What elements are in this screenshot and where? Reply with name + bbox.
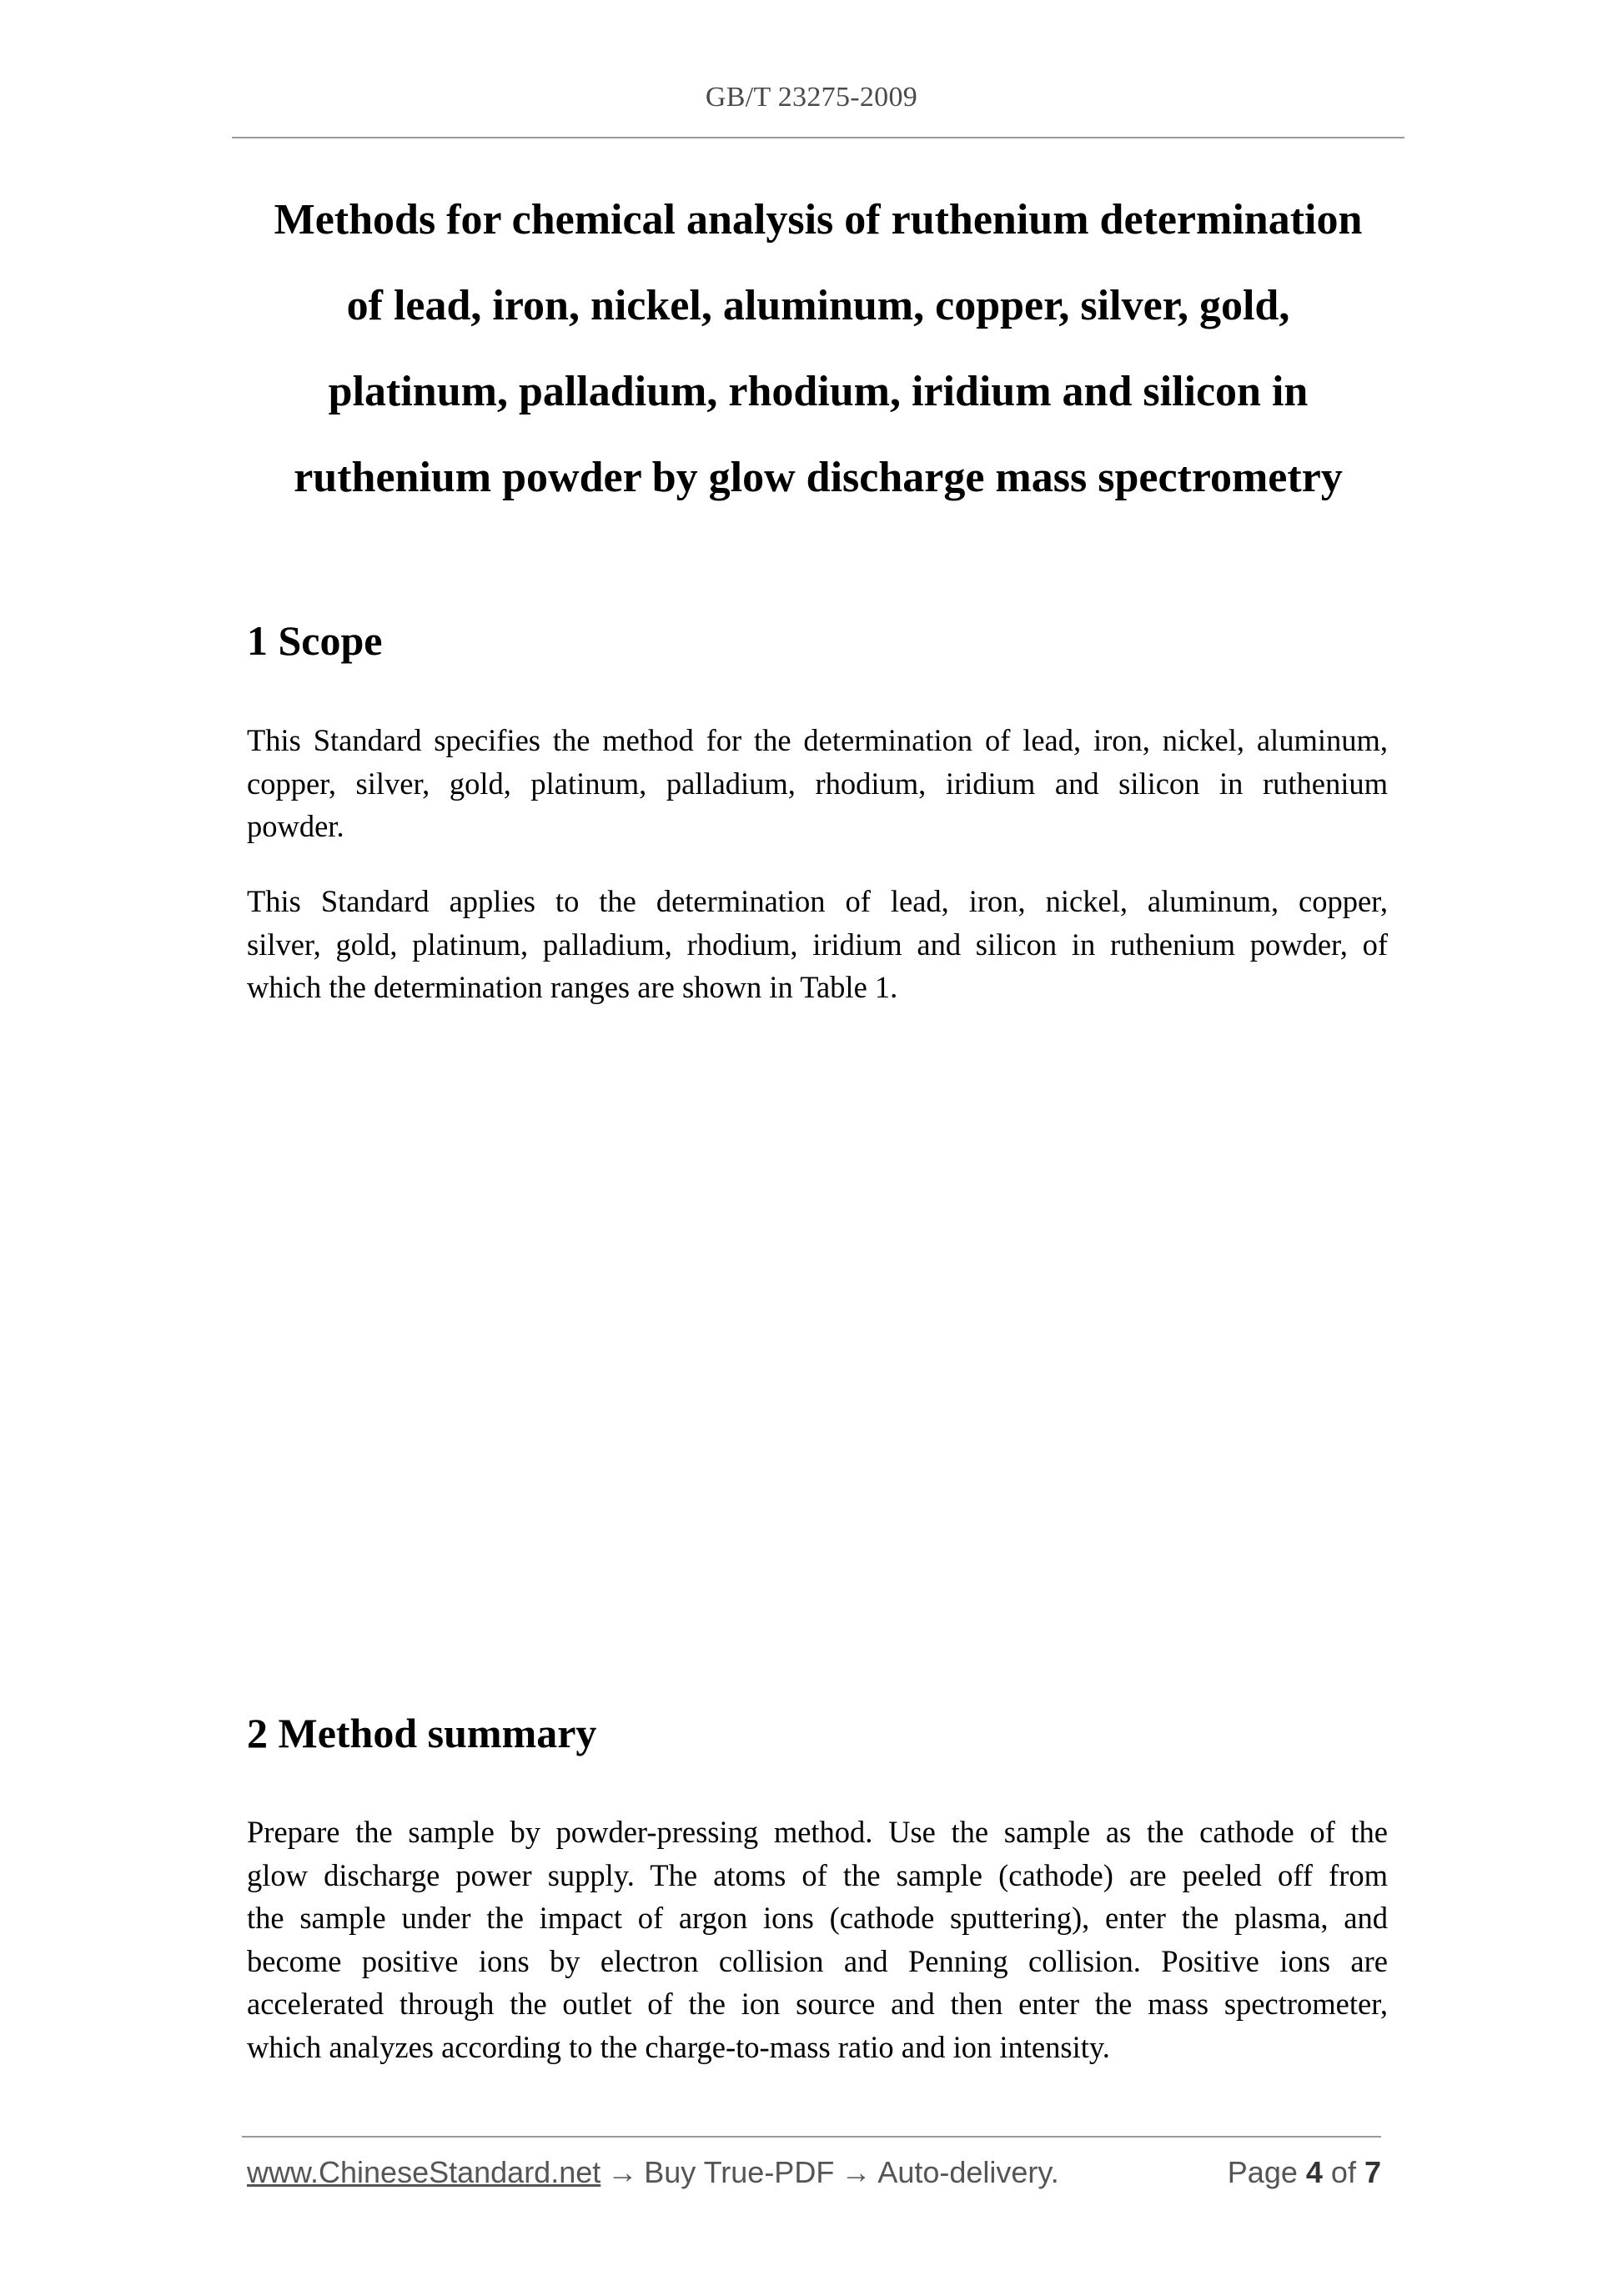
section-heading-method-summary: 2 Method summary (247, 1710, 597, 1756)
arrow-right-icon: → (607, 2155, 638, 2189)
text-line: the sample under the impact of argon ions (cathode sputtering), enter the plasma, and (247, 1901, 1388, 1935)
text-line: which analyzes according to the charge-to-mass ratio and ion intensity. (247, 2029, 1110, 2064)
scope-paragraph-2 (247, 880, 1388, 1009)
header-divider (232, 137, 1404, 138)
text-line: become positive ions by electron collision and Penning collision. Positive ions are (247, 1943, 1388, 1978)
text-line: This Standard specifies the method for the determination of lead, iron, nickel, aluminum, (247, 723, 1388, 757)
page-label: Page (1227, 2155, 1298, 2189)
arrow-right-icon: → (841, 2155, 872, 2189)
page-current: 4 (1305, 2155, 1323, 2189)
text-line: This Standard applies to the determination of lead, iron, nickel, aluminum, copper, (247, 884, 1388, 918)
section-heading-scope: 1 Scope (247, 617, 383, 664)
title-line: platinum, palladium, rhodium, iridium and silicon in (328, 368, 1309, 415)
text-line: copper, silver, gold, platinum, palladium, rhodium, iridium and silicon in ruthenium (247, 766, 1388, 801)
scope-paragraph-1 (247, 719, 1388, 848)
title-line: Methods for chemical analysis of ruthenium determination (274, 196, 1363, 244)
text-line: silver, gold, platinum, palladium, rhodium, iridium and silicon in ruthenium powder, of (247, 927, 1388, 962)
delivery-text: Auto-delivery. (877, 2155, 1059, 2189)
text-line: which the determination ranges are shown in Table 1. (247, 970, 898, 1004)
standard-code: GB/T 23275-2009 (705, 82, 918, 113)
site-link[interactable]: www.ChineseStandard.net (247, 2155, 601, 2189)
document-title (232, 177, 1404, 520)
method-summary-paragraph (247, 1811, 1388, 2068)
page-total: 7 (1364, 2155, 1381, 2189)
text-line: powder. (247, 809, 344, 843)
text-line: Prepare the sample by powder-pressing method. Use the sample as the cathode of the (247, 1815, 1388, 1849)
footer-promo (247, 2155, 1059, 2190)
buy-text: Buy True-PDF (644, 2155, 835, 2189)
page-indicator (1228, 2155, 1381, 2190)
footer-divider (242, 2136, 1381, 2138)
page-of: of (1330, 2155, 1356, 2189)
text-line: accelerated through the outlet of the ion source and then enter the mass spectrometer, (247, 1987, 1388, 2021)
title-line: ruthenium powder by glow discharge mass spectrometry (294, 454, 1343, 501)
title-line: of lead, iron, nickel, aluminum, copper, silver, gold, (346, 282, 1290, 329)
text-line: glow discharge power supply. The atoms of the sample (cathode) are peeled off from (247, 1857, 1388, 1892)
